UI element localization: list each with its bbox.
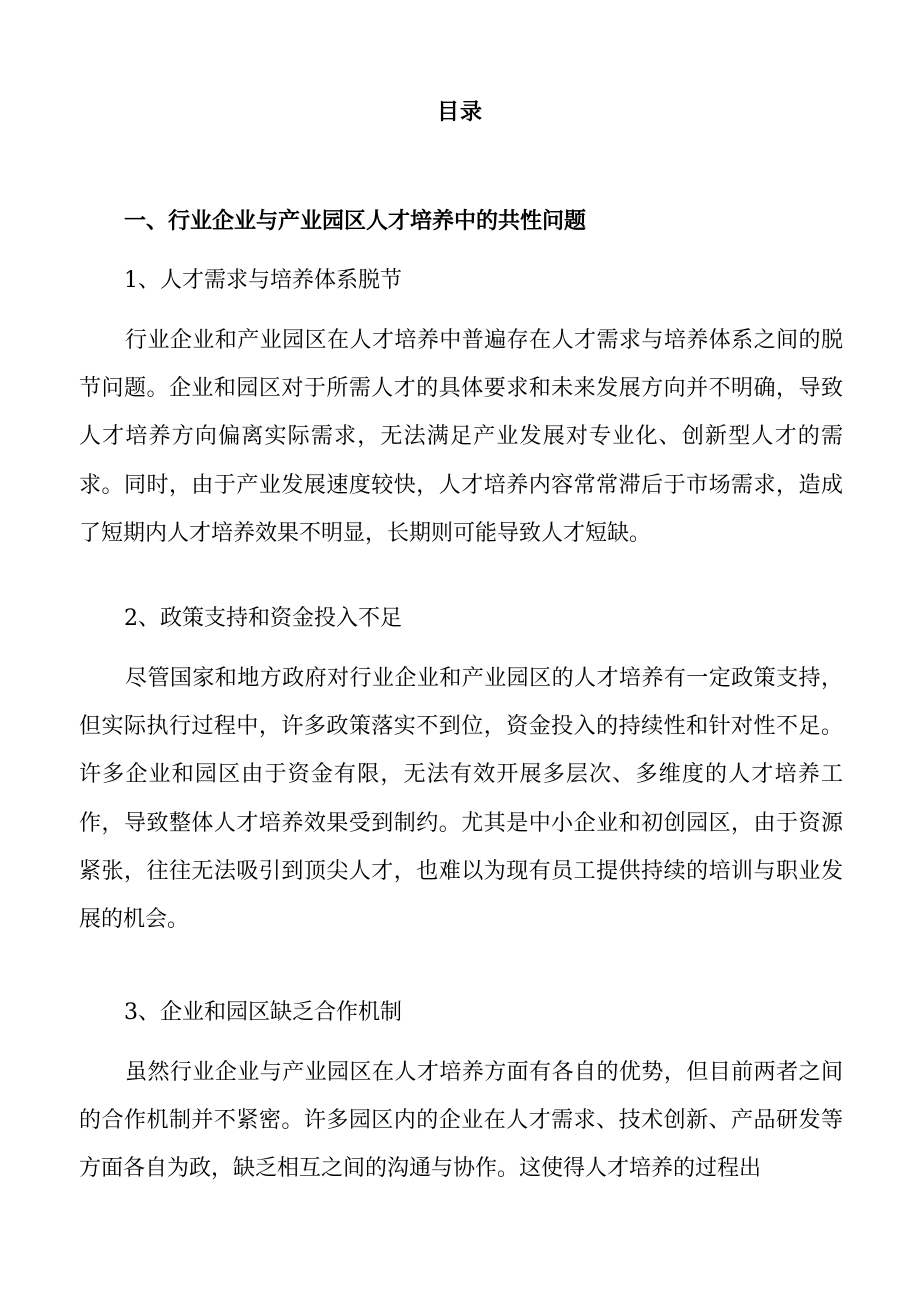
subsection-heading-3: 3、企业和园区缺乏合作机制 <box>124 1000 402 1025</box>
subsection-heading-1: 1、人才需求与培养体系脱节 <box>124 268 402 293</box>
subsection-paragraph-3: 虽然行业企业与产业园区在人才培养方面有各自的优势，但目前两者之间的合作机制并不紧密。许多园区内的企业在人才需求、技术创新、产品研发等方面各自为政，缺乏相互之间的沟通与协作。这使得人才培养的过程出 <box>79 1060 843 1182</box>
subsection-paragraph-2: 尽管国家和地方政府对行业企业和产业园区的人才培养有一定政策支持，但实际执行过程中，许多政策落实不到位，资金投入的持续性和针对性不足。许多企业和园区由于资金有限，无法有效开展多层次、多维度的人才培养工作，导致整体人才培养效果受到制约。尤其是中小企业和初创园区，由于资源紧张，往往无法吸引到顶尖人才，也难以为现有员工提供持续的培训与职业发展的机会。 <box>79 666 843 933</box>
subsection-heading-2: 2、政策支持和资金投入不足 <box>124 606 402 631</box>
section-heading: 一、行业企业与产业园区人才培养中的共性问题 <box>124 208 587 234</box>
subsection-paragraph-1: 行业企业和产业园区在人才培养中普遍存在人才需求与培养体系之间的脱节问题。企业和园区对于所需人才的具体要求和未来发展方向并不明确，导致人才培养方向偏离实际需求，无法满足产业发展对专业化、创新型人才的需求。同时，由于产业发展速度较快，人才培养内容常常滞后于市场需求，造成了短期内人才培养效果不明显，长期则可能导致人才短缺。 <box>79 328 843 546</box>
document-title: 目录 <box>436 99 483 125</box>
